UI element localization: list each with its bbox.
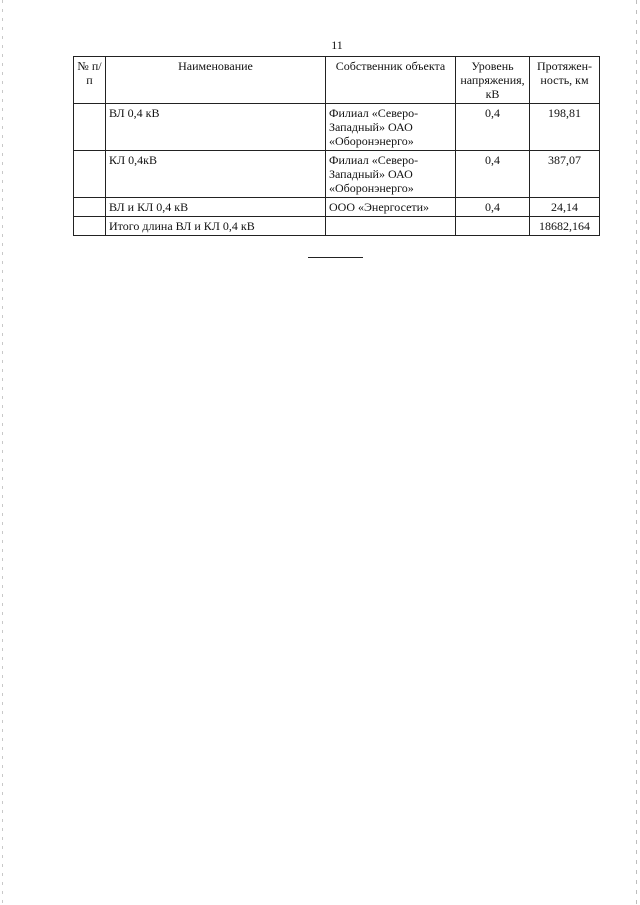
- power-lines-table: [73, 56, 600, 236]
- total-name: Итого длина ВЛ и КЛ 0,4 кВ: [106, 217, 326, 236]
- total-length: 18682,164: [530, 217, 600, 236]
- cell-owner: ООО «Энергосети»: [326, 198, 456, 217]
- cell-num: [74, 104, 106, 151]
- cell-length: 24,14: [530, 198, 600, 217]
- cell-length: 198,81: [530, 104, 600, 151]
- scan-edge-right: [636, 0, 637, 905]
- cell-voltage: 0,4: [456, 198, 530, 217]
- cell-owner: Филиал «Северо-Западный» ОАО «Оборонэнерго»: [326, 104, 456, 151]
- header-voltage: Уровень напряжения, кВ: [456, 57, 530, 104]
- cell-name: КЛ 0,4кВ: [106, 151, 326, 198]
- end-separator-line: [308, 257, 363, 258]
- header-num: № п/п: [74, 57, 106, 104]
- total-voltage: [456, 217, 530, 236]
- total-owner: [326, 217, 456, 236]
- cell-num: [74, 198, 106, 217]
- header-length: Протяжен-ность, км: [530, 57, 600, 104]
- table-total-row: [74, 217, 600, 236]
- table-header-row: [74, 57, 600, 104]
- total-num: [74, 217, 106, 236]
- table-row: [74, 198, 600, 217]
- page-number: 11: [331, 38, 343, 52]
- cell-voltage: 0,4: [456, 104, 530, 151]
- cell-owner: Филиал «Северо-Западный» ОАО «Оборонэнерго»: [326, 151, 456, 198]
- table-row: [74, 151, 600, 198]
- cell-voltage: 0,4: [456, 151, 530, 198]
- cell-name: ВЛ и КЛ 0,4 кВ: [106, 198, 326, 217]
- header-owner: Собственник объекта: [326, 57, 456, 104]
- cell-num: [74, 151, 106, 198]
- cell-name: ВЛ 0,4 кВ: [106, 104, 326, 151]
- table-row: [74, 104, 600, 151]
- cell-length: 387,07: [530, 151, 600, 198]
- header-name: Наименование: [106, 57, 326, 104]
- scan-edge-left: [2, 0, 3, 905]
